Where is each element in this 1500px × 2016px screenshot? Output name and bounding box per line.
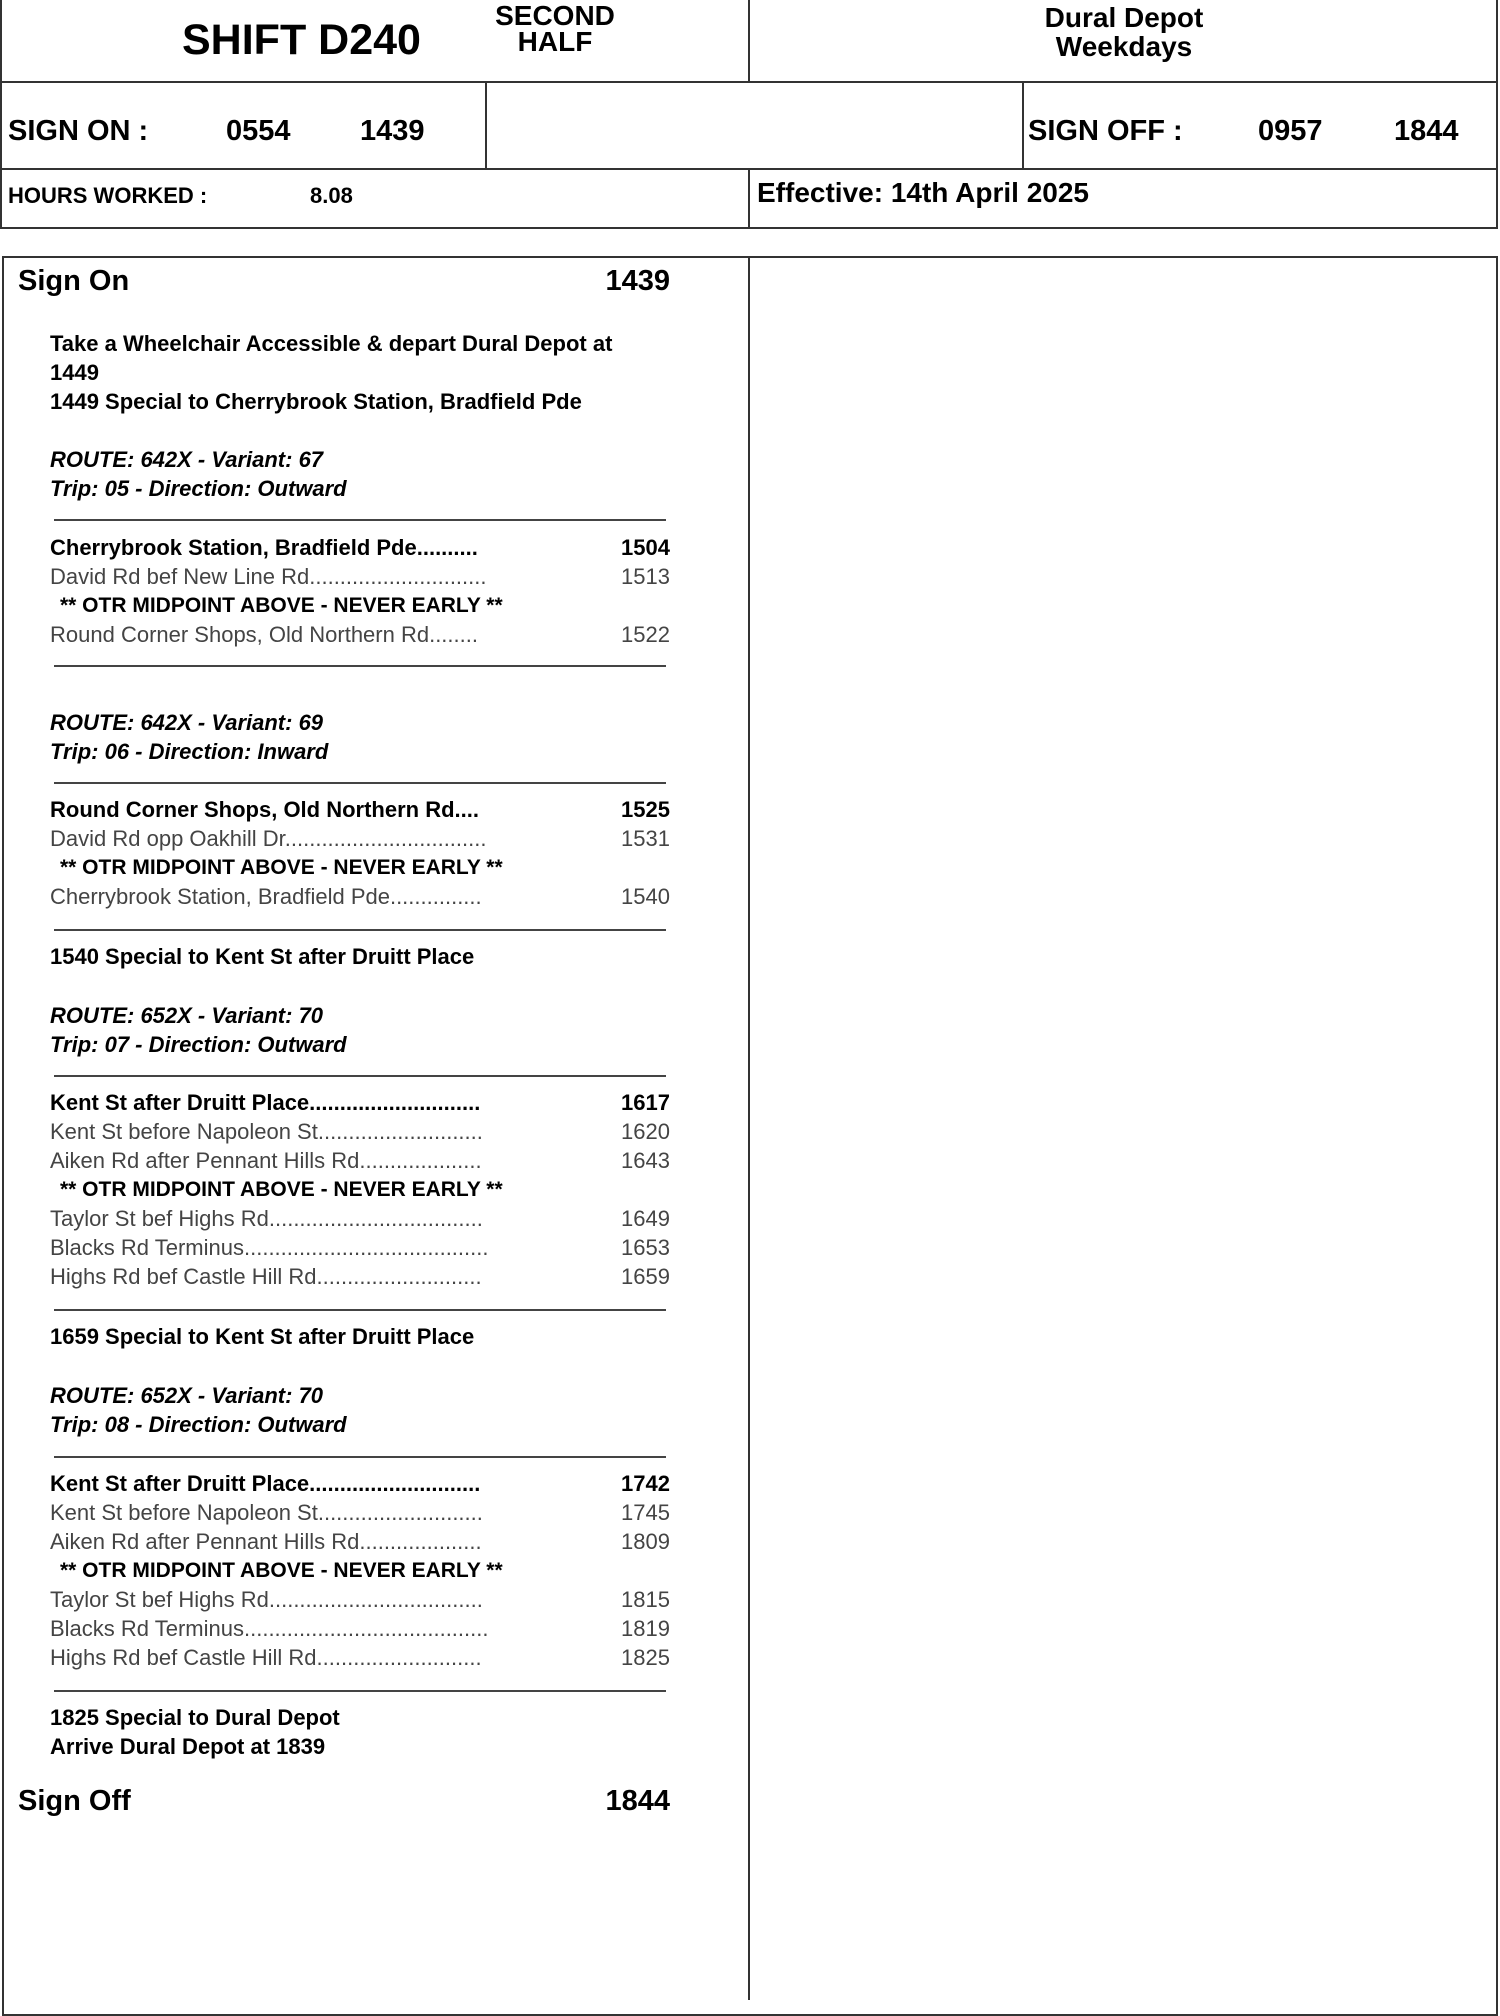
stop-row: Kent St before Napoleon St........................... 1620 (50, 1119, 670, 1144)
stop-row: David Rd opp Oakhill Dr................................. 1531 (50, 826, 670, 851)
stop-row: Cherrybrook Station, Bradfield Pde.......... 1504 (50, 535, 670, 560)
sign-off-row (18, 1785, 670, 1818)
sign-on-label: SIGN ON : (8, 115, 149, 147)
body-vdivider (748, 256, 750, 2000)
intro-text: Take a Wheelchair Accessible & depart Dural Depot at 1449 1449 Special to Cherrybrook Station, Bradfield Pde (50, 331, 613, 414)
sign-off-time-1: 0957 (1258, 115, 1323, 147)
trip-rule (54, 519, 666, 521)
depot-block (750, 3, 1498, 61)
special-1825: 1825 Special to Dural Depot Arrive Dural Depot at 1839 (50, 1705, 340, 1759)
shift-title: SHIFT D240 (182, 16, 421, 64)
effective-date: Effective: 14th April 2025 (757, 177, 1089, 208)
stop-row: Blacks Rd Terminus........................................ 1819 (50, 1616, 670, 1641)
shift-half (480, 0, 630, 57)
stop-row: Highs Rd bef Castle Hill Rd........................... 1825 (50, 1645, 670, 1670)
trip-rule (54, 665, 666, 667)
header-vdivider-main-2 (748, 168, 750, 228)
sign-on-time-1: 0554 (226, 115, 291, 147)
stop-row: David Rd bef New Line Rd............................. 1513 (50, 564, 670, 589)
sign-on-time-2: 1439 (360, 115, 425, 147)
stop-row: Blacks Rd Terminus........................................ 1653 (50, 1235, 670, 1260)
trip-rule (54, 1456, 666, 1458)
trip-header: ROUTE: 652X - Variant: 70 Trip: 07 - Direction: Outward (50, 1003, 347, 1057)
stop-row: Round Corner Shops, Old Northern Rd........ 1522 (50, 622, 670, 647)
sign-off-label: SIGN OFF : (1028, 115, 1183, 147)
shift-half-line1: SECOND (495, 0, 615, 31)
trip-rule (54, 1690, 666, 1692)
hours-worked-value: 8.08 (310, 183, 353, 208)
trip-rule (54, 1309, 666, 1311)
header-vdivider-signon (485, 82, 487, 168)
stop-row: Cherrybrook Station, Bradfield Pde............... 1540 (50, 884, 670, 909)
special-1540: 1540 Special to Kent St after Druitt Place (50, 944, 475, 969)
otr-midpoint-note: ** OTR MIDPOINT ABOVE - NEVER EARLY ** (60, 1178, 503, 1201)
sign-off-time-2: 1844 (1394, 115, 1459, 147)
trip-header: ROUTE: 652X - Variant: 70 Trip: 08 - Direction: Outward (50, 1383, 347, 1437)
trip-header: ROUTE: 642X - Variant: 67 Trip: 05 - Direction: Outward (50, 447, 347, 501)
sign-on-row (18, 265, 670, 298)
sign-on-row-time: 1439 (605, 265, 670, 297)
stop-row: Kent St before Napoleon St........................... 1745 (50, 1500, 670, 1525)
stop-row: Aiken Rd after Pennant Hills Rd.................... 1643 (50, 1148, 670, 1173)
shift-half-line2: HALF (517, 26, 593, 57)
special-1659: 1659 Special to Kent St after Druitt Place (50, 1324, 475, 1349)
trip-rule (54, 929, 666, 931)
depot-name: Dural Depot (1044, 2, 1204, 33)
depot-days: Weekdays (1055, 31, 1193, 62)
stop-row: Taylor St bef Highs Rd................................... 1815 (50, 1587, 670, 1612)
trip-rule (54, 1075, 666, 1077)
stop-row: Aiken Rd after Pennant Hills Rd.................... 1809 (50, 1529, 670, 1554)
stop-row: Round Corner Shops, Old Northern Rd.... 1525 (50, 797, 670, 822)
sign-off-row-label: Sign Off (18, 1785, 131, 1817)
hours-worked-label: HOURS WORKED : (8, 183, 208, 208)
otr-midpoint-note: ** OTR MIDPOINT ABOVE - NEVER EARLY ** (60, 856, 503, 879)
stop-row: Kent St after Druitt Place............................ 1617 (50, 1090, 670, 1115)
stop-row: Kent St after Druitt Place............................ 1742 (50, 1471, 670, 1496)
otr-midpoint-note: ** OTR MIDPOINT ABOVE - NEVER EARLY ** (60, 1559, 503, 1582)
otr-midpoint-note: ** OTR MIDPOINT ABOVE - NEVER EARLY ** (60, 594, 503, 617)
header-vdivider-signoff (1022, 82, 1024, 168)
stop-row: Highs Rd bef Castle Hill Rd........................... 1659 (50, 1264, 670, 1289)
trip-header: ROUTE: 642X - Variant: 69 Trip: 06 - Direction: Inward (50, 710, 329, 764)
sign-off-row-time: 1844 (605, 1785, 670, 1817)
sign-on-row-label: Sign On (18, 265, 130, 297)
stop-row: Taylor St bef Highs Rd................................... 1649 (50, 1206, 670, 1231)
trip-rule (54, 782, 666, 784)
